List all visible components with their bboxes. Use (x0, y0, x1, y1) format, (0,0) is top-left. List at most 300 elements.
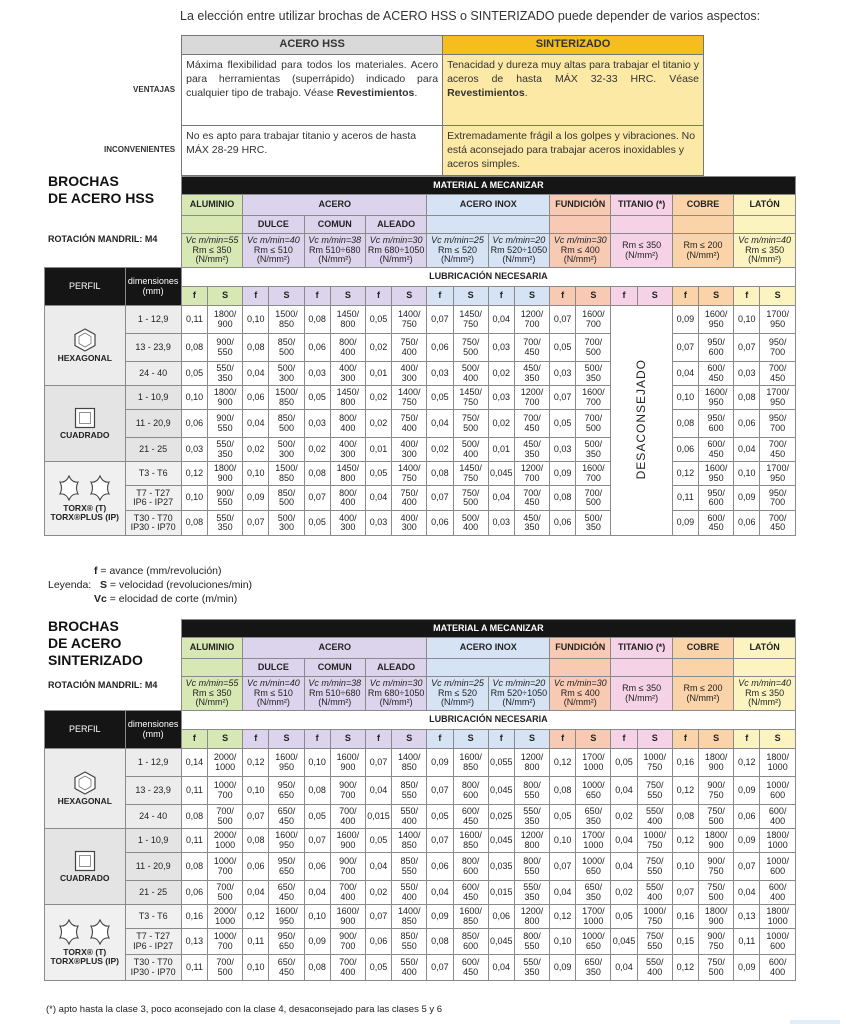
s-value: 1000/ 700 (208, 929, 243, 955)
section-title: BROCHAS DE ACERO HSS (48, 173, 155, 206)
s-value: 600/ 450 (453, 881, 488, 905)
f-value: 0,06 (427, 511, 453, 536)
material-header: MATERIAL A MECANIZAR (181, 620, 795, 638)
s-value: 1200/ 800 (514, 829, 549, 853)
s-value: 800/ 600 (453, 853, 488, 881)
f-value: 0,10 (304, 905, 330, 929)
f-value: 0,09 (734, 777, 760, 805)
table-row (45, 955, 796, 981)
f-value: 0,045 (488, 462, 514, 486)
cutting-spec: Vc m/min=20 Rm 520÷1050 (N/mm²) (488, 677, 549, 711)
f-value: 0,03 (488, 511, 514, 536)
cutting-spec: Vc m/min=30 Rm 680÷1050 (N/mm²) (365, 234, 426, 268)
col-titanio: TITANIO (*) (611, 195, 672, 216)
s-value: 750/ 400 (392, 486, 427, 511)
s-value: 550/ 350 (208, 362, 243, 386)
f-value: 0,08 (243, 829, 269, 853)
s-value: 600/ 400 (760, 805, 796, 829)
f-header: f (243, 287, 269, 306)
s-value: 1000/ 700 (208, 853, 243, 881)
s-value: 1400/ 850 (392, 829, 427, 853)
cutting-spec: Vc m/min=25 Rm ≤ 520 (N/mm²) (427, 234, 488, 268)
s-value: 1000/ 600 (760, 929, 796, 955)
footnote: (*) apto hasta la clase 3, poco aconsejado con la clase 4, desaconsejado para las clases 5 y 6 (46, 1004, 443, 1015)
f-value: 0,03 (304, 362, 330, 386)
s-value: 700/ 500 (576, 334, 611, 362)
s-value: 600/ 450 (699, 362, 734, 386)
s-value: 1600/ 950 (269, 829, 304, 853)
s-value: 650/ 350 (576, 881, 611, 905)
s-value: 550/ 400 (637, 881, 672, 905)
cutting-spec: Rm ≤ 350 (N/mm²) (611, 234, 672, 268)
s-value: 1700/ 950 (760, 386, 796, 410)
f-value: 0,09 (304, 929, 330, 955)
f-value: 0,10 (181, 386, 207, 410)
f-value: 0,08 (427, 929, 453, 955)
f-value: 0,05 (365, 306, 391, 334)
col-fundicion: FUNDICIÓN (550, 638, 611, 659)
col-acero: ACERO (243, 638, 427, 659)
f-value: 0,12 (550, 905, 576, 929)
dimensiones-header: dimensiones (mm) (125, 711, 181, 749)
f-value: 0,04 (365, 486, 391, 511)
f-value: 0,04 (611, 955, 637, 981)
s-header: S (392, 730, 427, 749)
s-value: 1800/ 900 (699, 829, 734, 853)
f-value: 0,015 (488, 881, 514, 905)
s-value: 550/ 350 (514, 881, 549, 905)
f-value: 0,04 (488, 955, 514, 981)
f-value: 0,12 (672, 829, 698, 853)
table-row (45, 511, 796, 536)
f-header: f (304, 730, 330, 749)
f-value: 0,05 (365, 462, 391, 486)
f-value: 0,04 (550, 881, 576, 905)
s-value: 750/ 400 (392, 334, 427, 362)
perfil-header: PERFIL (45, 711, 126, 749)
subcol-acero: COMUN (304, 216, 365, 234)
s-value: 800/ 600 (453, 777, 488, 805)
cutting-data-table (44, 176, 796, 536)
f-value: 0,05 (304, 805, 330, 829)
f-value: 0,02 (611, 881, 637, 905)
s-value: 750/ 400 (392, 410, 427, 438)
s-value: 1000/ 600 (760, 777, 796, 805)
cutting-spec: Vc m/min=38 Rm 510÷680 (N/mm²) (304, 234, 365, 268)
f-value: 0,03 (488, 386, 514, 410)
f-value: 0,09 (734, 829, 760, 853)
s-value: 850/ 600 (453, 929, 488, 955)
dimensiones-header: dimensiones (mm) (125, 268, 181, 306)
s-value: 450/ 350 (514, 438, 549, 462)
s-value: 500/ 350 (576, 438, 611, 462)
col-acero: ACERO (243, 195, 427, 216)
dimension-cell: T7 - T27 IP6 - IP27 (125, 929, 181, 955)
f-header: f (488, 730, 514, 749)
f-value: 0,10 (181, 486, 207, 511)
f-value: 0,07 (365, 749, 391, 777)
s-value: 2000/ 1000 (208, 905, 243, 929)
col-acero-inox: ACERO INOX (427, 638, 550, 659)
subcol-acero: DULCE (243, 659, 304, 677)
s-value: 1000/ 650 (576, 853, 611, 881)
f-value: 0,07 (734, 334, 760, 362)
table-row (45, 462, 796, 486)
f-value: 0,01 (365, 362, 391, 386)
table-row (45, 805, 796, 829)
s-value: 400/ 300 (392, 438, 427, 462)
s-value: 450/ 350 (514, 511, 549, 536)
f-value: 0,06 (427, 334, 453, 362)
f-value: 0,10 (734, 462, 760, 486)
s-header: S (576, 287, 611, 306)
s-value: 750/ 500 (453, 410, 488, 438)
s-value: 750/ 500 (453, 334, 488, 362)
f-value: 0,11 (181, 306, 207, 334)
f-value: 0,045 (488, 929, 514, 955)
f-value: 0,10 (672, 853, 698, 881)
f-value: 0,03 (365, 511, 391, 536)
f-value: 0,04 (611, 853, 637, 881)
s-header: S (269, 730, 304, 749)
f-value: 0,03 (304, 410, 330, 438)
dimension-cell: 1 - 12,9 (125, 749, 181, 777)
f-value: 0,10 (243, 462, 269, 486)
s-value: 900/ 550 (208, 410, 243, 438)
s-value: 1200/ 800 (514, 905, 549, 929)
s-value: 850/ 500 (269, 334, 304, 362)
s-value: 800/ 400 (330, 486, 365, 511)
s-value: 1400/ 750 (392, 306, 427, 334)
f-value: 0,02 (427, 438, 453, 462)
cutting-spec: Vc m/min=30 Rm ≤ 400 (N/mm²) (550, 677, 611, 711)
table-row (45, 306, 796, 334)
s-value: 750/ 500 (699, 805, 734, 829)
s-value: 1450/ 800 (330, 306, 365, 334)
f-value: 0,12 (672, 955, 698, 981)
sinterizado-inconvenientes: Extremadamente frágil a los golpes y vibraciones. No está aconsejado para trabajar aceros inoxidables y aceros simples. (443, 126, 704, 176)
s-value: 1000/ 650 (576, 929, 611, 955)
f-value: 0,02 (243, 438, 269, 462)
s-value: 850/ 500 (269, 486, 304, 511)
f-value: 0,10 (304, 749, 330, 777)
f-value: 0,12 (734, 749, 760, 777)
f-value: 0,05 (550, 805, 576, 829)
s-value: 650/ 350 (576, 805, 611, 829)
comparison-table (100, 35, 704, 176)
cutting-spec: Vc m/min=40 Rm ≤ 350 (N/mm²) (734, 677, 796, 711)
s-value: 2000/ 1000 (208, 829, 243, 853)
desaconsejado-cell: DESACONSEJADO (611, 306, 672, 536)
profile-sq: CUADRADO (45, 386, 126, 462)
intro-text: La elección entre utilizar brochas de ACERO HSS o SINTERIZADO puede depender de varios aspectos: (180, 9, 761, 23)
table-row (45, 362, 796, 386)
f-value: 0,07 (427, 306, 453, 334)
f-value: 0,06 (243, 853, 269, 881)
f-value: 0,07 (672, 881, 698, 905)
f-value: 0,06 (488, 905, 514, 929)
f-value: 0,03 (734, 362, 760, 386)
s-value: 650/ 450 (269, 805, 304, 829)
f-value: 0,07 (365, 905, 391, 929)
f-value: 0,12 (550, 749, 576, 777)
f-value: 0,04 (304, 881, 330, 905)
f-value: 0,12 (243, 749, 269, 777)
f-value: 0,02 (488, 362, 514, 386)
f-value: 0,05 (181, 362, 207, 386)
s-value: 1400/ 750 (392, 386, 427, 410)
sinterizado-header: SINTERIZADO (443, 36, 704, 55)
f-value: 0,04 (365, 777, 391, 805)
f-value: 0,10 (672, 386, 698, 410)
s-value: 600/ 450 (699, 511, 734, 536)
s-header: S (760, 287, 796, 306)
table-row (45, 438, 796, 462)
f-value: 0,05 (550, 334, 576, 362)
s-value: 1600/ 850 (453, 905, 488, 929)
s-value: 450/ 350 (514, 362, 549, 386)
f-value: 0,045 (488, 777, 514, 805)
s-value: 500/ 300 (269, 362, 304, 386)
dimension-cell: 13 - 23,9 (125, 334, 181, 362)
f-value: 0,07 (304, 486, 330, 511)
material-header: MATERIAL A MECANIZAR (181, 177, 795, 195)
f-value: 0,11 (734, 929, 760, 955)
f-value: 0,07 (304, 829, 330, 853)
s-value: 1000/ 650 (576, 777, 611, 805)
s-header: S (514, 730, 549, 749)
cutting-spec: Vc m/min=30 Rm 680÷1050 (N/mm²) (365, 677, 426, 711)
table-row (45, 881, 796, 905)
s-value: 550/ 350 (514, 805, 549, 829)
f-value: 0,04 (427, 881, 453, 905)
f-value: 0,025 (488, 805, 514, 829)
profile-torx: TORX® (T) TORX®PLUS (IP) (45, 905, 126, 981)
f-value: 0,09 (550, 462, 576, 486)
s-value: 900/ 750 (699, 853, 734, 881)
s-value: 400/ 300 (392, 362, 427, 386)
s-value: 700/ 450 (760, 438, 796, 462)
s-value: 1800/ 900 (208, 306, 243, 334)
s-value: 1500/ 850 (269, 386, 304, 410)
table-row (45, 829, 796, 853)
s-value: 400/ 300 (392, 511, 427, 536)
s-value: 700/ 500 (208, 955, 243, 981)
f-value: 0,04 (611, 829, 637, 853)
s-value: 950/ 600 (699, 334, 734, 362)
f-value: 0,06 (672, 438, 698, 462)
f-value: 0,02 (365, 410, 391, 438)
col-acero-inox: ACERO INOX (427, 195, 550, 216)
dimension-cell: T3 - T6 (125, 905, 181, 929)
f-value: 0,06 (181, 410, 207, 438)
s-value: 1200/ 700 (514, 306, 549, 334)
s-value: 1200/ 700 (514, 386, 549, 410)
f-value: 0,10 (550, 829, 576, 853)
s-value: 550/ 350 (514, 955, 549, 981)
cutting-spec: Vc m/min=55 Rm ≤ 350 (N/mm²) (181, 677, 242, 711)
dimension-cell: 1 - 12,9 (125, 306, 181, 334)
s-value: 600/ 450 (453, 955, 488, 981)
f-value: 0,12 (672, 462, 698, 486)
cutting-spec: Rm ≤ 350 (N/mm²) (611, 677, 672, 711)
dimension-cell: 21 - 25 (125, 438, 181, 462)
s-value: 400/ 300 (330, 438, 365, 462)
f-header: f (427, 730, 453, 749)
f-value: 0,06 (304, 334, 330, 362)
f-value: 0,11 (243, 929, 269, 955)
perfil-header: PERFIL (45, 268, 126, 306)
s-value: 1800/ 900 (208, 462, 243, 486)
f-value: 0,01 (365, 438, 391, 462)
s-value: 700/ 450 (514, 486, 549, 511)
s-value: 600/ 400 (760, 881, 796, 905)
cutting-spec: Vc m/min=40 Rm ≤ 510 (N/mm²) (243, 677, 304, 711)
f-value: 0,15 (672, 929, 698, 955)
cutting-spec: Rm ≤ 200 (N/mm²) (672, 677, 733, 711)
f-value: 0,09 (427, 905, 453, 929)
torx-icon (56, 493, 114, 503)
s-value: 700/ 400 (330, 805, 365, 829)
s-value: 1600/ 950 (269, 749, 304, 777)
f-value: 0,07 (427, 486, 453, 511)
f-header: f (243, 730, 269, 749)
s-value: 550/ 400 (392, 955, 427, 981)
s-value: 1000/ 750 (637, 749, 672, 777)
s-value: 750/ 500 (453, 486, 488, 511)
f-value: 0,06 (365, 929, 391, 955)
f-value: 0,07 (243, 511, 269, 536)
rotation-label: ROTACIÓN MANDRIL: M4 (48, 680, 158, 690)
s-value: 950/ 600 (699, 410, 734, 438)
s-value: 1700/ 950 (760, 306, 796, 334)
dimension-cell: 13 - 23,9 (125, 777, 181, 805)
s-value: 750/ 500 (699, 955, 734, 981)
s-value: 950/ 700 (760, 486, 796, 511)
s-value: 400/ 300 (330, 511, 365, 536)
f-value: 0,07 (550, 386, 576, 410)
s-value: 1400/ 850 (392, 749, 427, 777)
s-value: 1800/ 900 (208, 386, 243, 410)
s-value: 600/ 450 (699, 438, 734, 462)
f-value: 0,03 (550, 362, 576, 386)
dimension-cell: 1 - 10,9 (125, 829, 181, 853)
hss-inconvenientes: No es apto para trabajar titanio y aceros de hasta MÁX 28-29 HRC. (182, 126, 443, 176)
s-value: 1450/ 750 (453, 386, 488, 410)
f-value: 0,04 (611, 777, 637, 805)
f-value: 0,09 (734, 955, 760, 981)
profile-sq: CUADRADO (45, 829, 126, 905)
s-value: 400/ 300 (330, 362, 365, 386)
s-header: S (330, 287, 365, 306)
f-value: 0,13 (734, 905, 760, 929)
cutting-spec: Vc m/min=30 Rm ≤ 400 (N/mm²) (550, 234, 611, 268)
f-value: 0,05 (304, 511, 330, 536)
f-value: 0,05 (427, 386, 453, 410)
s-value: 700/ 500 (208, 881, 243, 905)
f-value: 0,06 (304, 853, 330, 881)
s-value: 950/ 700 (760, 334, 796, 362)
f-value: 0,08 (181, 853, 207, 881)
f-value: 0,08 (243, 334, 269, 362)
s-value: 1500/ 850 (269, 306, 304, 334)
table-row (45, 777, 796, 805)
f-value: 0,05 (550, 410, 576, 438)
f-value: 0,04 (672, 362, 698, 386)
f-value: 0,08 (304, 462, 330, 486)
s-value: 1600/ 700 (576, 462, 611, 486)
cutting-spec: Vc m/min=25 Rm ≤ 520 (N/mm²) (427, 677, 488, 711)
f-value: 0,04 (243, 881, 269, 905)
f-value: 0,13 (181, 929, 207, 955)
cutting-data-table (44, 619, 796, 981)
s-value: 900/ 700 (330, 929, 365, 955)
subcol-acero: COMUN (304, 659, 365, 677)
col-aluminio: ALUMINIO (181, 638, 242, 659)
f-value: 0,04 (243, 410, 269, 438)
f-value: 0,02 (488, 410, 514, 438)
f-value: 0,05 (365, 955, 391, 981)
col-laton: LATÓN (734, 195, 796, 216)
sinterizado-ventajas: Tenacidad y dureza muy altas para trabajar el titanio y aceros de hasta MÁX 32-33 HRC. Véase Revestimientos. (443, 55, 704, 126)
f-value: 0,08 (181, 511, 207, 536)
s-value: 800/ 400 (330, 410, 365, 438)
row-label-ventajas: VENTAJAS (133, 84, 176, 94)
s-value: 700/ 500 (576, 410, 611, 438)
f-value: 0,01 (488, 438, 514, 462)
s-value: 500/ 350 (576, 511, 611, 536)
profile-torx: TORX® (T) TORX®PLUS (IP) (45, 462, 126, 536)
s-value: 1000/ 750 (637, 905, 672, 929)
f-value: 0,12 (243, 905, 269, 929)
s-value: 1600/ 900 (330, 749, 365, 777)
s-value: 550/ 400 (392, 805, 427, 829)
s-value: 750/ 500 (699, 881, 734, 905)
f-value: 0,05 (304, 386, 330, 410)
f-value: 0,16 (672, 749, 698, 777)
f-header: f (734, 287, 760, 306)
table-row (45, 334, 796, 362)
lubrication-header: LUBRICACIÓN NECESARIA (181, 711, 795, 730)
dimension-cell: T30 - T70 IP30 - IP70 (125, 511, 181, 536)
cutting-spec: Vc m/min=38 Rm 510÷680 (N/mm²) (304, 677, 365, 711)
s-value: 1600/ 850 (453, 829, 488, 853)
s-value: 900/ 700 (330, 777, 365, 805)
f-value: 0,11 (672, 486, 698, 511)
f-value: 0,055 (488, 749, 514, 777)
f-value: 0,04 (365, 853, 391, 881)
subcol-acero: ALEADO (365, 659, 426, 677)
s-value: 1700/ 1000 (576, 829, 611, 853)
s-value: 550/ 400 (637, 955, 672, 981)
s-value: 700/ 450 (760, 362, 796, 386)
f-value: 0,10 (734, 306, 760, 334)
cutting-spec: Vc m/min=40 Rm ≤ 510 (N/mm²) (243, 234, 304, 268)
s-value: 2000/ 1000 (208, 749, 243, 777)
f-value: 0,09 (550, 955, 576, 981)
f-value: 0,05 (427, 805, 453, 829)
f-value: 0,05 (611, 905, 637, 929)
f-value: 0,04 (427, 410, 453, 438)
s-header: S (392, 287, 427, 306)
dimension-cell: 24 - 40 (125, 805, 181, 829)
f-value: 0,04 (734, 438, 760, 462)
f-value: 0,08 (672, 410, 698, 438)
f-header: f (365, 287, 391, 306)
col-aluminio: ALUMINIO (181, 195, 242, 216)
s-value: 850/ 550 (392, 929, 427, 955)
s-header: S (514, 287, 549, 306)
